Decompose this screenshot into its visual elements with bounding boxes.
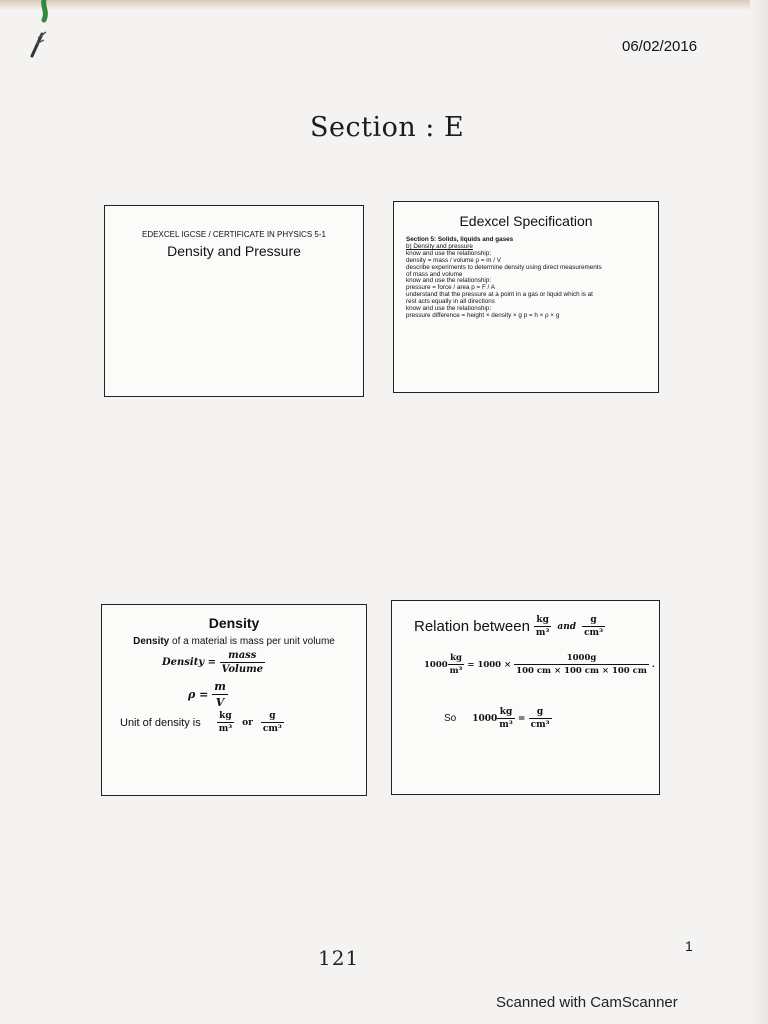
slide-title xyxy=(104,205,364,397)
denominator: V xyxy=(215,696,225,709)
numerator: kg xyxy=(534,615,551,627)
relation-equation-1 xyxy=(424,653,655,676)
numerator: kg xyxy=(497,707,514,719)
slide-specification xyxy=(393,201,659,393)
denominator: m³ xyxy=(218,724,233,734)
slide-title-text: Density and Pressure xyxy=(167,243,301,259)
denominator: cm³ xyxy=(584,628,604,638)
section-title: Section : E xyxy=(310,112,465,143)
course-code: EDEXCEL IGCSE / CERTIFICATE IN PHYSICS 5-1 xyxy=(142,230,326,239)
spec-line: pressure difference = height × density × g p = h × ρ × g xyxy=(406,311,560,319)
density-equation-words xyxy=(162,650,265,675)
equals-1000-times: = 1000 × xyxy=(467,659,512,670)
specification-list xyxy=(406,237,651,320)
date: 06/02/2016 xyxy=(622,38,698,55)
numerator: mass xyxy=(220,650,266,663)
numerator: g xyxy=(261,711,284,723)
fraction-kg-m3 xyxy=(448,653,465,676)
fraction-conversion xyxy=(514,653,649,676)
fraction-g-cm3 xyxy=(529,707,552,730)
spec-line: rest acts equally in all directions xyxy=(406,298,495,306)
fraction xyxy=(220,650,266,675)
binder-clip-mark xyxy=(26,0,66,64)
spec-line: b) Density and pressure xyxy=(406,242,473,250)
spec-line: understand that the pressure at a point in a gas or liquid which is at xyxy=(406,291,593,299)
camscanner-watermark: Scanned with CamScanner xyxy=(496,994,678,1011)
coefficient: 1000 xyxy=(424,659,448,670)
unit-fraction-g-cm3 xyxy=(261,711,284,734)
unit-fraction-kg-m3 xyxy=(217,711,234,734)
spec-line: density = mass / volume ρ = m / V xyxy=(406,256,501,264)
numerator: m xyxy=(214,680,226,693)
so-text: So xyxy=(444,713,457,724)
coefficient: 1000 xyxy=(472,713,498,724)
spec-line: know and use the relationship: xyxy=(406,277,492,285)
equals-sign: = xyxy=(517,713,526,724)
definition-term: Density xyxy=(133,636,170,647)
denominator: cm³ xyxy=(530,720,550,730)
handwritten-number: 121 xyxy=(318,946,360,970)
numerator: g xyxy=(582,615,605,627)
denominator: m³ xyxy=(499,720,513,730)
relation-title-text: Relation between xyxy=(414,618,530,635)
slide-density xyxy=(101,604,367,796)
numerator: 1000g xyxy=(514,653,649,665)
numerator: kg xyxy=(448,653,465,665)
or-text: or xyxy=(242,717,253,728)
density-unit xyxy=(120,711,284,734)
fraction xyxy=(212,680,228,709)
title-fraction-g-cm3 xyxy=(582,615,605,638)
relation-title xyxy=(414,615,605,638)
definition-text: of a material is mass per unit volume xyxy=(169,636,335,647)
density-definition xyxy=(102,636,366,647)
spec-line: pressure = force / area p = F / A xyxy=(406,284,495,292)
density-title: Density xyxy=(208,615,260,631)
spec-line: know and use the relationship: xyxy=(406,305,492,313)
spec-line: Section 5: Solids, liquids and gases xyxy=(406,236,514,243)
unit-label: Unit of density is xyxy=(120,716,201,729)
numerator: g xyxy=(529,707,552,719)
and-text: and xyxy=(557,621,577,632)
scan-top-edge xyxy=(0,0,768,10)
period: . xyxy=(651,659,655,670)
denominator: m³ xyxy=(535,628,550,638)
density-equation-symbols xyxy=(188,680,228,709)
spec-line: describe experiments to determine density using direct measurements xyxy=(406,263,602,271)
page-number: 1 xyxy=(685,938,693,954)
equation-lhs: Density = xyxy=(162,657,217,668)
numerator: kg xyxy=(217,711,234,723)
specification-title: Edexcel Specification xyxy=(459,213,593,229)
equation-lhs: ρ = xyxy=(188,688,209,701)
scan-right-edge xyxy=(750,0,768,1024)
denominator: cm³ xyxy=(262,724,282,734)
spec-line: of mass and volume xyxy=(406,270,463,278)
denominator: 100 cm × 100 cm × 100 cm xyxy=(516,666,647,676)
title-fraction-kg-m3 xyxy=(534,615,551,638)
denominator: m³ xyxy=(449,666,463,676)
slide-unit-relation xyxy=(391,600,660,795)
relation-equation-2 xyxy=(444,707,552,730)
spec-line: know and use the relationship: xyxy=(406,249,492,257)
fraction-kg-m3 xyxy=(497,707,514,730)
denominator: Volume xyxy=(221,664,264,675)
